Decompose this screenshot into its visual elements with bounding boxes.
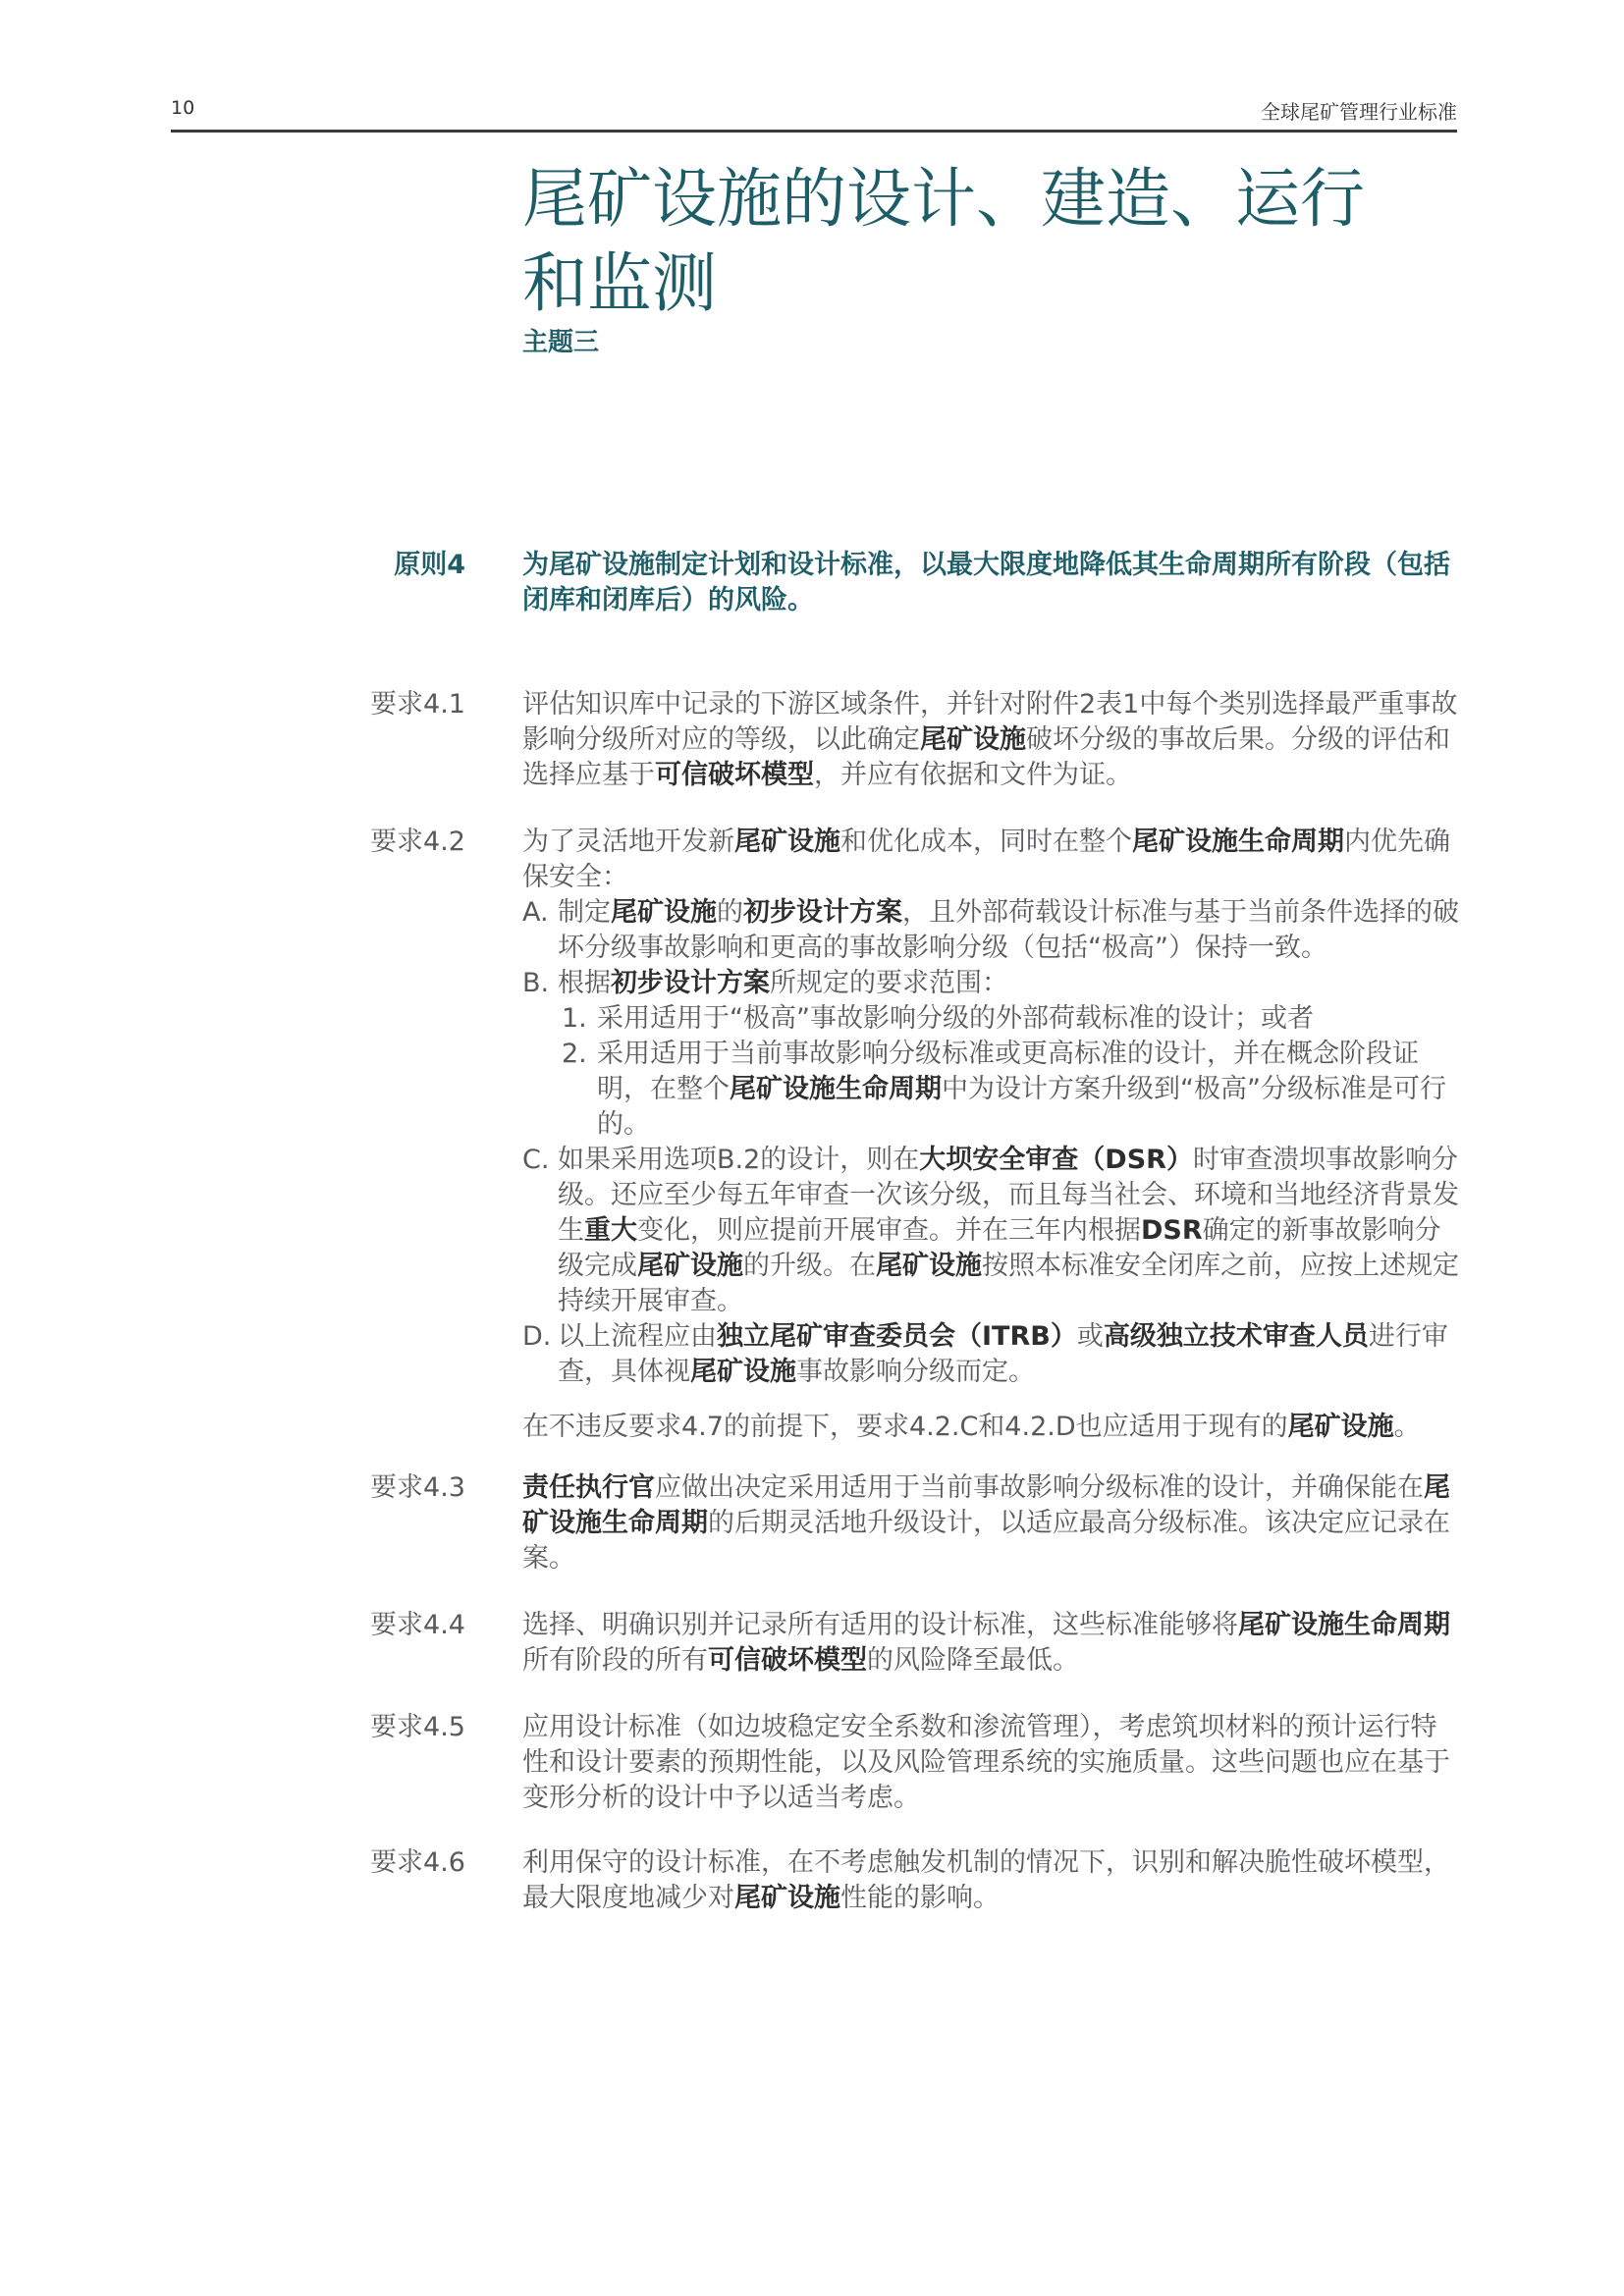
title-line-1: 尾矿设施的设计、建造、运行 <box>522 161 1365 237</box>
requirement-label: 要求4.5 <box>370 1712 465 1742</box>
principle-text: 为尾矿设施制定计划和设计标准，以最大限度地降低其生命周期所有阶段（包括闭库和闭库后）的风险。 <box>522 550 1450 615</box>
page-title <box>522 157 1365 326</box>
requirement-intro: 为了灵活地开发新尾矿设施和优化成本，同时在整个尾矿设施生命周期内优先确保安全： <box>522 827 1450 892</box>
list-item-d: D. 以上流程应由独立尾矿审查委员会（ITRB）或高级独立技术审查人员进行审查，具体视尾矿设施事故影响分级而定。 <box>522 1321 1448 1387</box>
requirement-text: 责任执行官应做出决定采用适用于当前事故影响分级标准的设计，并确保能在尾矿设施生命周期的后期灵活地升级设计，以适应最高分级标准。该决定应记录在案。 <box>522 1472 1450 1574</box>
requirement-label: 要求4.6 <box>370 1847 465 1878</box>
page-number: 10 <box>171 97 195 119</box>
requirement-text: 利用保守的设计标准，在不考虑触发机制的情况下，识别和解决脆性破坏模型，最大限度地减少对尾矿设施性能的影响。 <box>522 1847 1450 1913</box>
requirement-note: 在不违反要求4.7的前提下，要求4.2.C和4.2.D也应适用于现有的尾矿设施。 <box>522 1412 1421 1442</box>
requirement-text: 选择、明确识别并记录所有适用的设计标准，这些标准能够将尾矿设施生命周期所有阶段的所有可信破坏模型的风险降至最低。 <box>522 1610 1450 1676</box>
list-item-c: C. 如果采用选项B.2的设计，则在大坝安全审查（DSR）时审查溃坝事故影响分级。还应至少每五年审查一次该分级，而且每当社会、环境和当地经济背景发生重大变化，则应提前开展审查。并在三年内根据DSR确定的新事故影响分级完成尾矿设施的升级。在尾矿设施按照本标准安全闭库之前，应按上述规定持续开展审查。 <box>522 1145 1459 1316</box>
requirement-label: 要求4.1 <box>370 689 465 720</box>
page-header <box>171 92 1457 133</box>
requirement-label: 要求4.4 <box>370 1610 465 1640</box>
running-title: 全球尾矿管理行业标准 <box>1261 100 1457 124</box>
requirement-label: 要求4.2 <box>370 827 465 857</box>
list-item-b-2: 2. 采用适用于当前事故影响分级标准或更高标准的设计，并在概念阶段证明，在整个尾矿设施生命周期中为设计方案升级到“极高”分级标准是可行的。 <box>562 1039 1446 1140</box>
list-item-b-1: 1. 采用适用于“极高”事故影响分级的外部荷载标准的设计；或者 <box>562 1003 1314 1034</box>
list-item-a: A. 制定尾矿设施的初步设计方案，且外部荷载设计标准与基于当前条件选择的破坏分级事故影响和更高的事故影响分级（包括“极高”）保持一致。 <box>522 897 1459 963</box>
requirement-text <box>522 825 1459 1445</box>
requirement-text: 评估知识库中记录的下游区域条件，并针对附件2表1中每个类别选择最严重事故影响分级所对应的等级，以此确定尾矿设施破坏分级的事故后果。分级的评估和选择应基于可信破坏模型，并应有依据和文件为证。 <box>522 689 1458 790</box>
principle-label: 原则4 <box>394 550 465 580</box>
title-line-2: 和监测 <box>522 245 717 321</box>
requirement-text: 应用设计标准（如边坡稳定安全系数和渗流管理），考虑筑坝材料的预计运行特性和设计要素的预期性能，以及风险管理系统的实施质量。这些问题也应在基于变形分析的设计中予以适当考虑。 <box>522 1712 1450 1813</box>
list-item-b: B. 根据初步设计方案所规定的要求范围： <box>522 968 1008 998</box>
requirement-label: 要求4.3 <box>370 1472 465 1503</box>
theme-subtitle: 主题三 <box>522 328 600 357</box>
